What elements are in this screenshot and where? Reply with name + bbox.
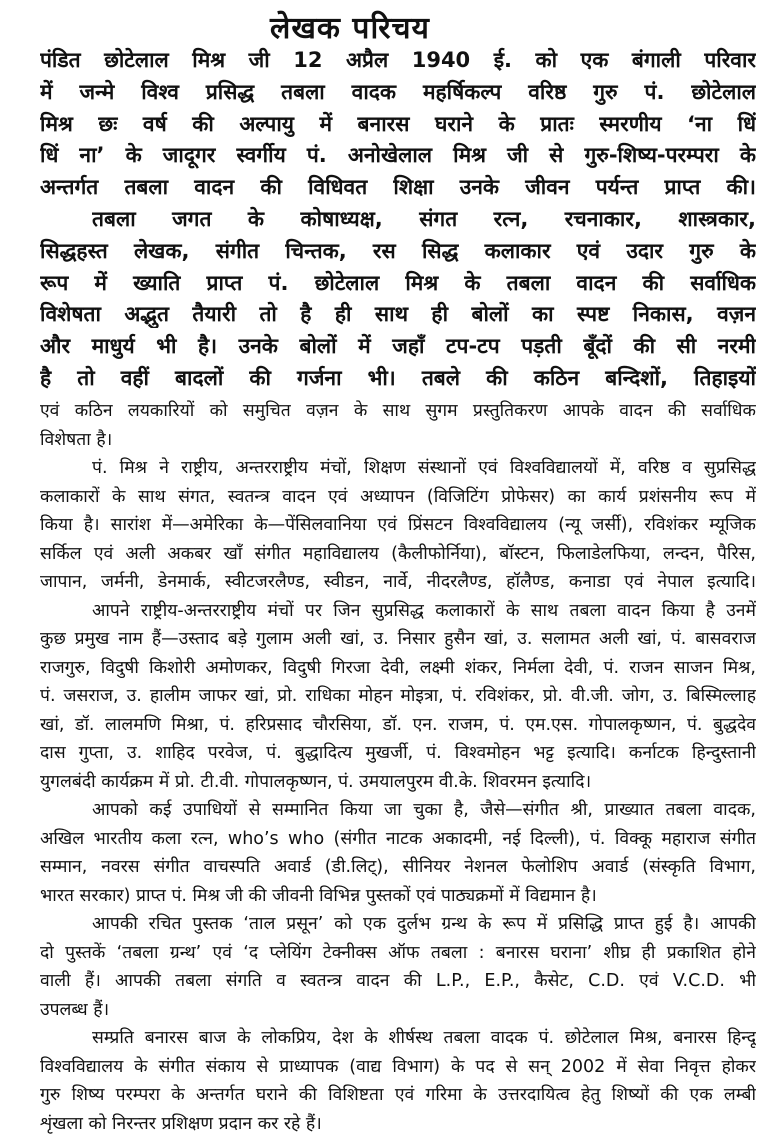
- text-line: वाली हैं। आपकी तबला संगति व स्वतन्त्र वादन की L.P., E.P., कैसेट, C.D. एवं V.C.D. भी: [40, 971, 756, 991]
- text-line: खां, डॉ. लालमणि मिश्रा, पं. हरिप्रसाद चौरसिया, डॉ. एन. राजम, पं. एम.एस. गोपालकृष्णन, पं. बुद्धदेव: [40, 714, 756, 735]
- text-line: पं. जसराज, उ. हालीम जाफर खां, प्रो. राधिका मोहन मोइत्रा, पं. रविशंकर, प्रो. वी.जी. जोग, उ. बिस्मिल्लाह: [40, 686, 756, 706]
- text-line: गुरु शिष्य परम्परा के अन्तर्गत घराने की विशिष्टता एवं गरिमा के उत्तरदायित्व हेतु शिष्यों की एक लम्बी: [40, 1085, 756, 1105]
- text-line: उपलब्ध हैं।: [40, 999, 110, 1020]
- text-line: विशेषता है।: [40, 429, 113, 450]
- author-name: पंडित छोटेलाल मिश्र जी: [40, 48, 294, 72]
- text-line: अन्तर्गत तबला वादन की विधिवत शिक्षा उनके जीवन पर्यन्त प्राप्त की।: [40, 175, 756, 200]
- text-line: जापान, जर्मनी, डेनमार्क, स्वीटजरलैण्ड, स्वीडन, नार्वे, नीदरलैण्ड, हॉलैण्ड, कनाडा एवं नेपाल इत्यादि।: [40, 572, 756, 592]
- text-line: कुछ प्रमुख नाम हैं—उस्ताद बड़े गुलाम अली खां, उ. निसार हुसैन खां, उ. सलामत अली खां, पं. बासवराज: [40, 629, 756, 649]
- text-line: शृंखला को निरन्तर प्रशिक्षण प्रदान कर रहे हैं।: [40, 1113, 322, 1134]
- text-line: युगलबंदी कार्यक्रम में प्रो. टी.वी. गोपालकृष्णन, पं. उमयालपुरम वी.के. शिवरमन इत्यादि।: [40, 771, 592, 792]
- text-line: है तो वहीं बादलों की गर्जना भी। तबले की कठिन बन्दिशों, तिहाइयों: [40, 366, 756, 390]
- text-line: भारत सरकार) प्राप्त पं. मिश्र जी की जीवनी विभिन्न पुस्तकों एवं पाठ्यक्रमों में विद्यमान है।: [40, 885, 597, 906]
- text-line: विशेषता अद्भुत तैयारी तो है ही साथ ही बोलों का स्पष्ट निकास, वज़न: [40, 302, 756, 327]
- text-line: दो पुस्तकें ‘तबला ग्रन्थ’ एवं ‘द प्लेयिंग टेक्नीक्स ऑफ तबला : बनारस घराना’ शीघ्र ही प्रकाशित होने: [40, 942, 756, 963]
- text-line: सम्प्रति बनारस बाज के लोकप्रिय, देश के शीर्षस्थ तबला वादक पं. छोटेलाल मिश्र, बनारस हिन्दू: [92, 1028, 756, 1048]
- text-line: में जन्मे विश्व प्रसिद्ध तबला वादक महर्षिकल्प वरिष्ठ गुरु पं. छोटेलाल: [40, 79, 756, 104]
- text-line: एवं कठिन लयकारियों को समुचित वज़न के साथ सुगम प्रस्तुतिकरण आपके वादन की सर्वाधिक: [40, 401, 756, 421]
- text-line: तबला जगत के कोषाध्यक्ष, संगत रत्न, रचनाकार, शास्त्रकार,: [92, 207, 756, 231]
- text-line: मिश्र छः वर्ष की अल्पायु में बनारस घराने के प्रातः स्मरणीय ‘ना धिं: [40, 111, 756, 136]
- text-line: सर्किल एवं अली अकबर खाँ संगीत महाविद्यालय (कैलीफोर्निया), बॉस्टन, फिलाडेलफिया, लन्दन, पैरिस,: [40, 543, 756, 564]
- text-line: सम्मान, नवरस संगीत वाचस्पति अवार्ड (डी.लिट्), सीनियर नेशनल फेलोशिप अवार्ड (संस्कृति विभाग,: [40, 857, 756, 877]
- text-line: किया है। सारांश में—अमेरिका के—पेंसिलवानिया एवं प्रिंसटन विश्वविद्यालय (न्यू जर्सी), रविशंकर म्यूजिक: [40, 515, 756, 535]
- text-line: आपकी रचित पुस्तक ‘ताल प्रसून’ को एक दुर्लभ ग्रन्थ के रूप में प्रसिद्धि प्राप्त हुई है। आपकी: [92, 914, 756, 934]
- text-line: आपको कई उपाधियों से सम्मानित किया जा चुका है, जैसे—संगीत श्री, प्राख्यात तबला वादक,: [92, 800, 756, 820]
- text-line: धिं ना’ के जादूगर स्वर्गीय पं. अनोखेलाल मिश्र जी से गुरु-शिष्य-परम्परा के: [40, 143, 756, 168]
- text-line: रूप में ख्याति प्राप्त पं. छोटेलाल मिश्र के तबला वादन की सर्वाधिक: [40, 270, 756, 295]
- text-line: आपने राष्ट्रीय-अन्तरराष्ट्रीय मंचों पर जिन सुप्रसिद्ध कलाकारों के साथ तबला वादन किया है उनमें: [92, 600, 756, 621]
- page-title: लेखक परिचय: [270, 11, 430, 46]
- text-line: राजगुरु, विदुषी किशोरी अमोणकर, विदुषी गिरजा देवी, लक्ष्मी शंकर, निर्मला देवी, पं. राजन साजन मिश्र,: [40, 657, 756, 678]
- text-line: कलाकारों के साथ संगत, स्वतन्त्र वादन एवं अध्यापन (विजिटिंग प्रोफेसर) का कार्य प्रशंसनीय रूप में: [40, 486, 756, 507]
- text-line: दास गुप्ता, उ. शाहिद परवेज, पं. बुद्धादित्य मुखर्जी, पं. विश्वमोहन भट्ट इत्यादि। कर्नाटक हिन्दुस्तानी: [40, 743, 756, 763]
- text-line: अखिल भारतीय कला रत्न, who’s who (संगीत नाटक अकादमी, नई दिल्ली), पं. विक्कू महाराज संगीत: [40, 828, 756, 849]
- text-line: और माधुर्य भी है। उनके बोलों में जहाँ टप-टप पड़ती बूँदों की सी नरमी: [40, 334, 756, 359]
- text-line: विश्वविद्यालय के संगीत संकाय से प्राध्यापक (वाद्य विभाग) के पद से सन् 2002 में सेवा निवृत्त होकर: [40, 1056, 756, 1077]
- text-line: [40, 46, 756, 74]
- text-line: पं. मिश्र ने राष्ट्रीय, अन्तरराष्ट्रीय मंचों, शिक्षण संस्थानों एवं विश्वविद्यालयों में, वरिष्ठ व सुप्रसिद्ध: [92, 458, 756, 478]
- text-span: 12 अप्रैल 1940 ई. को एक बंगाली परिवार: [293, 48, 756, 72]
- text-line: सिद्धहस्त लेखक, संगीत चिन्तक, रस सिद्ध कलाकार एवं उदार गुरु के: [40, 238, 756, 263]
